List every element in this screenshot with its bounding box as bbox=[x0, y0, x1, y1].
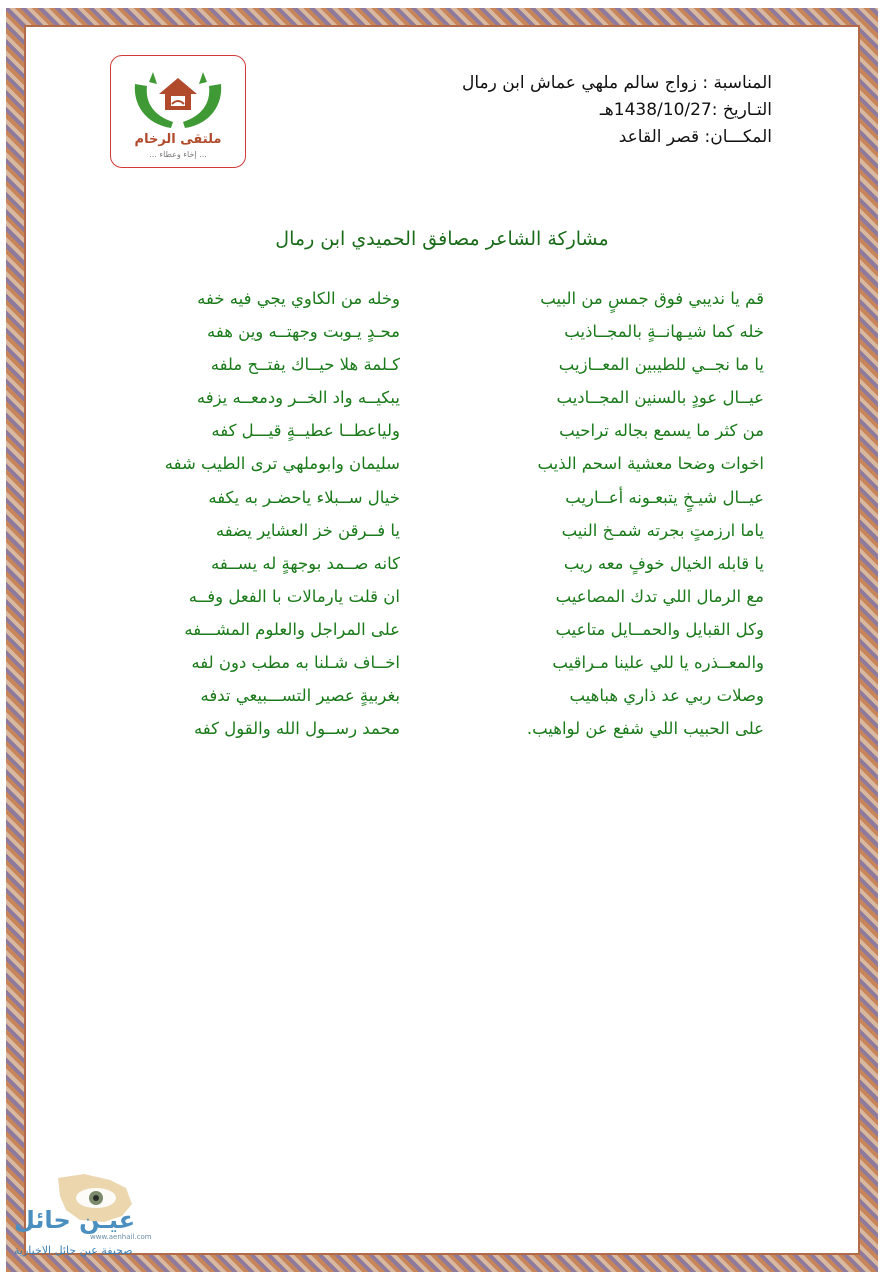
verse-second-hemistich: محـدٍ يـوبت وجهتــه وين هفه bbox=[207, 322, 400, 342]
verse-first-hemistich: خله كما شيـهانــةٍ بالمجــاذيب bbox=[564, 322, 764, 342]
verse-first-hemistich: قم يا نديبي فوق جمسٍ من البيب bbox=[540, 289, 764, 308]
verse bbox=[100, 481, 780, 514]
verse bbox=[100, 514, 780, 547]
verse-second-hemistich: كانه صــمد بوجهةٍ له يســفه bbox=[211, 553, 400, 573]
verse bbox=[100, 447, 780, 480]
logo-name: ملتقى الرخام bbox=[134, 132, 222, 147]
verse bbox=[100, 547, 780, 580]
poem bbox=[100, 282, 780, 745]
verse bbox=[100, 712, 780, 745]
watermark-url: www.aenhail.com bbox=[90, 1233, 152, 1241]
poem-title: مشاركة الشاعر مصافق الحميدي ابن رمال bbox=[275, 228, 609, 250]
verse-second-hemistich: خيال ســبلاء ياحضـر به يكفه bbox=[208, 487, 400, 507]
verse-second-hemistich: على المراجل والعلوم المشـــفه bbox=[184, 619, 400, 639]
verse-first-hemistich: وكل القبايل والحمــايل متاعيب bbox=[555, 619, 764, 639]
verse-first-hemistich: اخوات وضحا معشية اسحم الذيب bbox=[537, 454, 764, 474]
logo-slogan: ... إخاء وعطاء ... bbox=[149, 150, 207, 159]
verse-first-hemistich: من كثر ما يسمع بجاله تراحيب bbox=[559, 421, 764, 441]
date-line: التـاريخ :1438/10/27هـ bbox=[599, 100, 772, 120]
event-info bbox=[352, 70, 772, 151]
place-line: المكـــان: قصر القاعد bbox=[618, 127, 772, 147]
verse-second-hemistich: كـلمة هلا حيــاك يفتــح ملفه bbox=[210, 355, 400, 375]
watermark-tagline: صحيفة عين حائل الاخبارية bbox=[14, 1244, 133, 1257]
verse-second-hemistich: ولياعطــا عطيــةٍ قيـــل كفه bbox=[211, 421, 400, 441]
verse bbox=[100, 414, 780, 447]
verse-second-hemistich: محمد رســول الله والقول كفه bbox=[193, 719, 400, 739]
verse-second-hemistich: بغربيةٍ عصير التســـبيعي تدفه bbox=[200, 686, 400, 706]
verse bbox=[100, 315, 780, 348]
verse bbox=[100, 613, 780, 646]
verse-first-hemistich: يا قابله الخيال خوفٍ معه ريب bbox=[563, 553, 764, 573]
verse-second-hemistich: وخله من الكاوي يجي فيه خفه bbox=[197, 289, 400, 308]
verse bbox=[100, 646, 780, 679]
verse bbox=[100, 282, 780, 315]
verse-second-hemistich: يا فــرقن خز العشاير يضفه bbox=[215, 520, 400, 540]
verse bbox=[100, 381, 780, 414]
verse-first-hemistich: عيــال شيـخٍ يتبعـونه أعــاريب bbox=[565, 487, 764, 507]
verse bbox=[100, 679, 780, 712]
verse-second-hemistich: اخــاف شـلنا به مطب دون لفه bbox=[191, 653, 400, 673]
verse-first-hemistich: عيــال عودٍ بالسنين المجــاديب bbox=[556, 388, 764, 408]
verse-first-hemistich: مع الرمال اللي تدك المصاعيب bbox=[555, 586, 764, 606]
organization-logo bbox=[110, 55, 246, 168]
verse bbox=[100, 348, 780, 381]
occasion-line: المناسبة : زواج سالم ملهي عماش ابن رمال bbox=[461, 73, 772, 93]
verse-first-hemistich: وصلات ربي عد ذاري هباهيب bbox=[569, 686, 764, 706]
verse bbox=[100, 580, 780, 613]
verse-first-hemistich: والمعــذره يا للي علينا مـراقيب bbox=[552, 653, 764, 673]
verse-second-hemistich: يبكيــه واد الخــر ودمعــه يزفه bbox=[196, 388, 400, 408]
watermark-brand: عيـن حائل bbox=[14, 1206, 136, 1234]
verse-first-hemistich: يا ما نجــي للطيبين المعــازيب bbox=[558, 355, 764, 375]
verse-first-hemistich: على الحبيب اللي شفع عن لواهيب. bbox=[526, 719, 764, 739]
verse-second-hemistich: سليمان وابوملهي ترى الطيب شفه bbox=[164, 454, 400, 474]
verse-first-hemistich: ياما ارزمتٍ بجرته شمـخ النيب bbox=[561, 520, 764, 540]
hands-house-icon bbox=[129, 64, 227, 134]
verse-second-hemistich: ان قلت يارمالات با الفعل وفــه bbox=[188, 586, 400, 606]
